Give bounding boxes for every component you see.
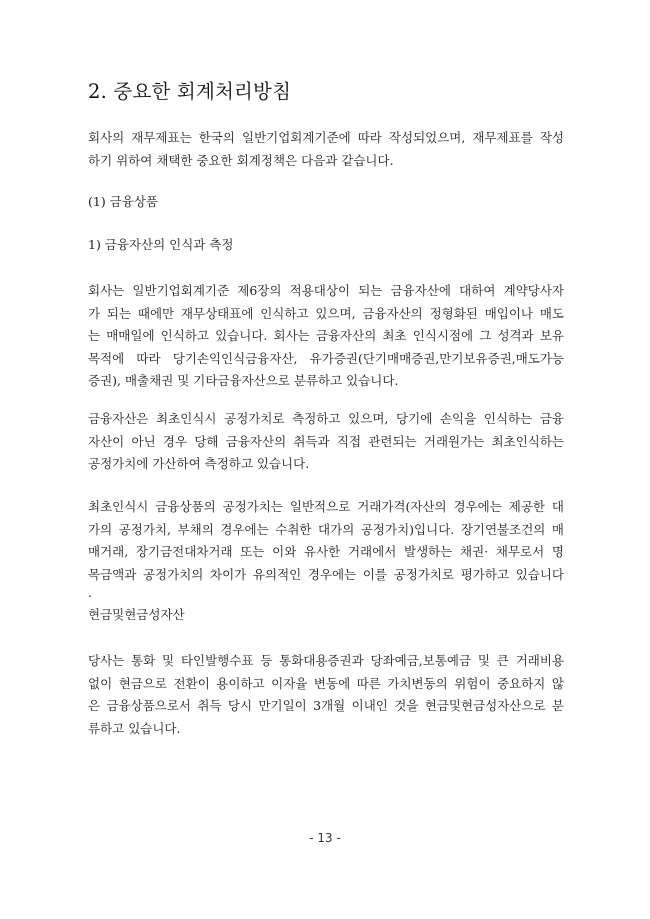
section-title-cash: 현금및현금성자산	[88, 607, 185, 622]
paragraph-line: 증권), 매출채권 및 기타금융자산으로 분류하고 있습니다.	[88, 373, 399, 388]
paragraph-line: 는 매매일에 인식하고 있습니다. 회사는 금융자산의 최초 인식시점에 그 성격과 보유	[88, 328, 564, 343]
paragraph-cash	[88, 650, 564, 740]
intro-line: 하기 위하여 채택한 중요한 회계정책은 다음과 같습니다.	[88, 152, 394, 168]
paragraph-recognition	[88, 280, 564, 393]
paragraph-line: 공정가치에 가산하여 측정하고 있습니다.	[88, 456, 310, 471]
paragraph-line: 가의 공정가치, 부채의 경우에는 수취한 대가의 공정가치)입니다. 장기연불조건의 매	[88, 521, 564, 537]
paragraph-fair-value	[88, 496, 564, 586]
intro-paragraph	[88, 127, 564, 172]
page-number: - 13 -	[309, 831, 341, 845]
section-title-financial-instruments: (1) 금융상품	[88, 194, 158, 209]
paragraph-line: 자산이 아닌 경우 당해 금융자산의 취득과 직접 관련되는 거래원가는 최초인식하는	[88, 433, 564, 449]
intro-line: 회사의 재무제표는 한국의 일반기업회계기준에 따라 작성되었으며, 재무제표를 작성	[88, 130, 564, 145]
paragraph-line: 없이 현금으로 전환이 용이하고 이자율 변동에 따른 가치변동의 위험이 중요하지 않	[88, 675, 564, 691]
paragraph-line: 회사는 일반기업회계기준 제6장의 적용대상이 되는 금융자산에 대하여 계약당사자	[88, 283, 564, 298]
paragraph-line: 당사는 통화 및 타인발행수표 등 통화대용증권과 당좌예금,보통예금 및 큰 거래비용	[88, 653, 564, 668]
stray-period: .	[88, 585, 92, 600]
paragraph-line: 목금액과 공정가치의 차이가 유의적인 경우에는 이를 공정가치로 평가하고 있습니다	[88, 566, 564, 582]
paragraph-line: 은 금융상품으로서 취득 당시 만기일이 3개월 이내인 것을 현금및현금성자산으로 분	[88, 698, 564, 713]
paragraph-line: 류하고 있습니다.	[88, 720, 181, 736]
section-heading: 2. 중요한 회계처리방침	[88, 80, 292, 103]
paragraph-line: 목적에 따라 당기손익인식금융자산, 유가증권(단기매매증권,만기보유증권,매도가능	[88, 350, 564, 366]
paragraph-line: 가 되는 때에만 재무상태표에 인식하고 있으며, 금융자산의 정형화된 매입이나 매도	[88, 305, 564, 321]
paragraph-line: 최초인식시 금융상품의 공정가치는 일반적으로 거래가격(자산의 경우에는 제공한 대	[88, 499, 564, 514]
paragraph-line: 금융자산은 최초인식시 공정가치로 측정하고 있으며, 당기에 손익을 인식하는 금융	[88, 411, 564, 426]
subsection-title-recognition: 1) 금융자산의 인식과 측정	[88, 237, 234, 252]
paragraph-initial-measurement	[88, 408, 564, 476]
paragraph-line: 매거래, 장기금전대차거래 또는 이와 유사한 거래에서 발생하는 채권· 채무로서 명	[88, 544, 564, 559]
